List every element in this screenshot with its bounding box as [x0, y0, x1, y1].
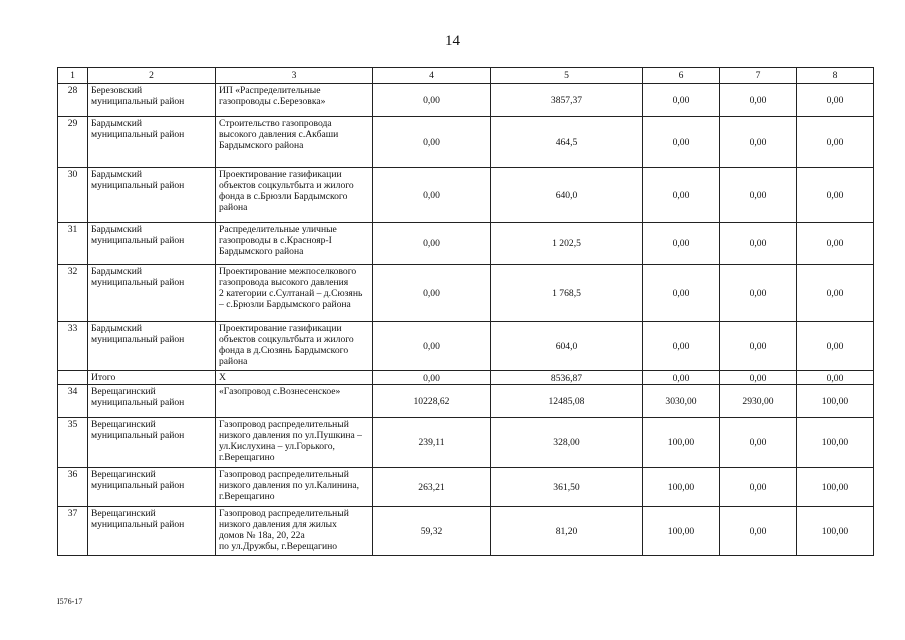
project-cell: Х — [216, 371, 373, 385]
value-cell-col4: 0,00 — [373, 117, 491, 168]
value-cell-col8: 0,00 — [797, 371, 874, 385]
value-cell-col4: 0,00 — [373, 223, 491, 265]
value-cell-col8: 100,00 — [797, 385, 874, 418]
value-cell-col4: 59,32 — [373, 507, 491, 556]
district-cell: Бардымский муниципальный район — [88, 168, 216, 223]
value-cell-col8: 0,00 — [797, 168, 874, 223]
district-cell: Бардымский муниципальный район — [88, 265, 216, 322]
district-cell: Бардымский муниципальный район — [88, 322, 216, 371]
value-cell-col4: 10228,62 — [373, 385, 491, 418]
value-cell-col5: 464,5 — [491, 117, 643, 168]
value-cell-col7: 0,00 — [720, 507, 797, 556]
financing-table — [57, 67, 874, 556]
value-cell-col6: 100,00 — [643, 468, 720, 507]
value-cell-col5: 1 768,5 — [491, 265, 643, 322]
row-index-cell: 30 — [58, 168, 88, 223]
value-cell-col4: 0,00 — [373, 265, 491, 322]
column-header: 4 — [373, 68, 491, 84]
value-cell-col4: 0,00 — [373, 322, 491, 371]
table-header-row — [58, 68, 874, 84]
value-cell-col7: 0,00 — [720, 84, 797, 117]
column-header: 6 — [643, 68, 720, 84]
value-cell-col6: 0,00 — [643, 223, 720, 265]
table-row — [58, 84, 874, 117]
row-index-cell: 33 — [58, 322, 88, 371]
value-cell-col7: 0,00 — [720, 371, 797, 385]
value-cell-col8: 0,00 — [797, 322, 874, 371]
table-row — [58, 117, 874, 168]
value-cell-col5: 604,0 — [491, 322, 643, 371]
project-cell: ИП «Распределительные газопроводы с.Березовка» — [216, 84, 373, 117]
row-index-cell: 28 — [58, 84, 88, 117]
value-cell-col5: 81,20 — [491, 507, 643, 556]
row-index-cell: 34 — [58, 385, 88, 418]
project-cell: Проектирование газификации объектов соцкультбыта и жилого фонда в д.Сюзянь Бардымского района — [216, 322, 373, 371]
project-cell: Газопровод распределительный низкого давления по ул.Калинина, г.Верещагино — [216, 468, 373, 507]
column-header: 1 — [58, 68, 88, 84]
table-body — [58, 68, 874, 556]
district-cell: Верещагинский муниципальный район — [88, 507, 216, 556]
district-cell: Бардымский муниципальный район — [88, 223, 216, 265]
value-cell-col7: 0,00 — [720, 418, 797, 468]
value-cell-col5: 8536,87 — [491, 371, 643, 385]
column-header: 7 — [720, 68, 797, 84]
table-row — [58, 322, 874, 371]
value-cell-col5: 361,50 — [491, 468, 643, 507]
project-cell: «Газопровод с.Вознесенское» — [216, 385, 373, 418]
value-cell-col8: 0,00 — [797, 84, 874, 117]
table-row — [58, 385, 874, 418]
column-header: 2 — [88, 68, 216, 84]
value-cell-col5: 640,0 — [491, 168, 643, 223]
value-cell-col5: 3857,37 — [491, 84, 643, 117]
row-index-cell: 31 — [58, 223, 88, 265]
district-cell: Верещагинский муниципальный район — [88, 385, 216, 418]
value-cell-col5: 328,00 — [491, 418, 643, 468]
value-cell-col8: 0,00 — [797, 265, 874, 322]
district-cell: Верещагинский муниципальный район — [88, 468, 216, 507]
value-cell-col7: 0,00 — [720, 322, 797, 371]
row-index-cell: 35 — [58, 418, 88, 468]
table-total-row — [58, 371, 874, 385]
value-cell-col6: 0,00 — [643, 322, 720, 371]
row-index-cell: 29 — [58, 117, 88, 168]
value-cell-col4: 263,21 — [373, 468, 491, 507]
value-cell-col7: 0,00 — [720, 265, 797, 322]
value-cell-col6: 0,00 — [643, 168, 720, 223]
column-header: 5 — [491, 68, 643, 84]
value-cell-col6: 3030,00 — [643, 385, 720, 418]
column-header: 8 — [797, 68, 874, 84]
value-cell-col7: 0,00 — [720, 168, 797, 223]
value-cell-col8: 100,00 — [797, 507, 874, 556]
table-row — [58, 265, 874, 322]
value-cell-col8: 100,00 — [797, 468, 874, 507]
row-index-cell: 32 — [58, 265, 88, 322]
table-row — [58, 418, 874, 468]
project-cell: Проектирование межпоселкового газопровода высокого давления 2 категории с.Султанай – д.Сюзянь – с.Брюзли Бардымского района — [216, 265, 373, 322]
value-cell-col6: 100,00 — [643, 507, 720, 556]
project-cell: Газопровод распределительный низкого давления для жилых домов № 18а, 20, 22а по ул.Дружбы, г.Верещагино — [216, 507, 373, 556]
column-header: 3 — [216, 68, 373, 84]
value-cell-col7: 0,00 — [720, 468, 797, 507]
value-cell-col8: 100,00 — [797, 418, 874, 468]
table-row — [58, 168, 874, 223]
table-row — [58, 468, 874, 507]
value-cell-col7: 2930,00 — [720, 385, 797, 418]
table-row — [58, 223, 874, 265]
project-cell: Строительство газопровода высокого давления с.Акбаши Бардымского района — [216, 117, 373, 168]
district-cell: Итого — [88, 371, 216, 385]
value-cell-col6: 0,00 — [643, 84, 720, 117]
table-row — [58, 507, 874, 556]
value-cell-col4: 239,11 — [373, 418, 491, 468]
district-cell: Березовский муниципальный район — [88, 84, 216, 117]
project-cell: Газопровод распределительный низкого давления по ул.Пушкина – ул.Кислухина – ул.Горького, г.Верещагино — [216, 418, 373, 468]
value-cell-col6: 0,00 — [643, 265, 720, 322]
project-cell: Распределительные уличные газопроводы в с.Краснояр-I Бардымского района — [216, 223, 373, 265]
project-cell: Проектирование газификации объектов соцкультбыта и жилого фонда в с.Брюзли Бардымского района — [216, 168, 373, 223]
row-index-cell: 36 — [58, 468, 88, 507]
value-cell-col7: 0,00 — [720, 223, 797, 265]
value-cell-col6: 0,00 — [643, 117, 720, 168]
value-cell-col6: 0,00 — [643, 371, 720, 385]
value-cell-col5: 1 202,5 — [491, 223, 643, 265]
district-cell: Верещагинский муниципальный район — [88, 418, 216, 468]
value-cell-col8: 0,00 — [797, 117, 874, 168]
value-cell-col7: 0,00 — [720, 117, 797, 168]
value-cell-col5: 12485,08 — [491, 385, 643, 418]
row-index-cell: 37 — [58, 507, 88, 556]
district-cell: Бардымский муниципальный район — [88, 117, 216, 168]
page-number: 14 — [445, 33, 460, 49]
value-cell-col6: 100,00 — [643, 418, 720, 468]
value-cell-col8: 0,00 — [797, 223, 874, 265]
footer-code: I576-17 — [57, 597, 83, 606]
row-index-cell — [58, 371, 88, 385]
value-cell-col4: 0,00 — [373, 168, 491, 223]
value-cell-col4: 0,00 — [373, 84, 491, 117]
value-cell-col4: 0,00 — [373, 371, 491, 385]
